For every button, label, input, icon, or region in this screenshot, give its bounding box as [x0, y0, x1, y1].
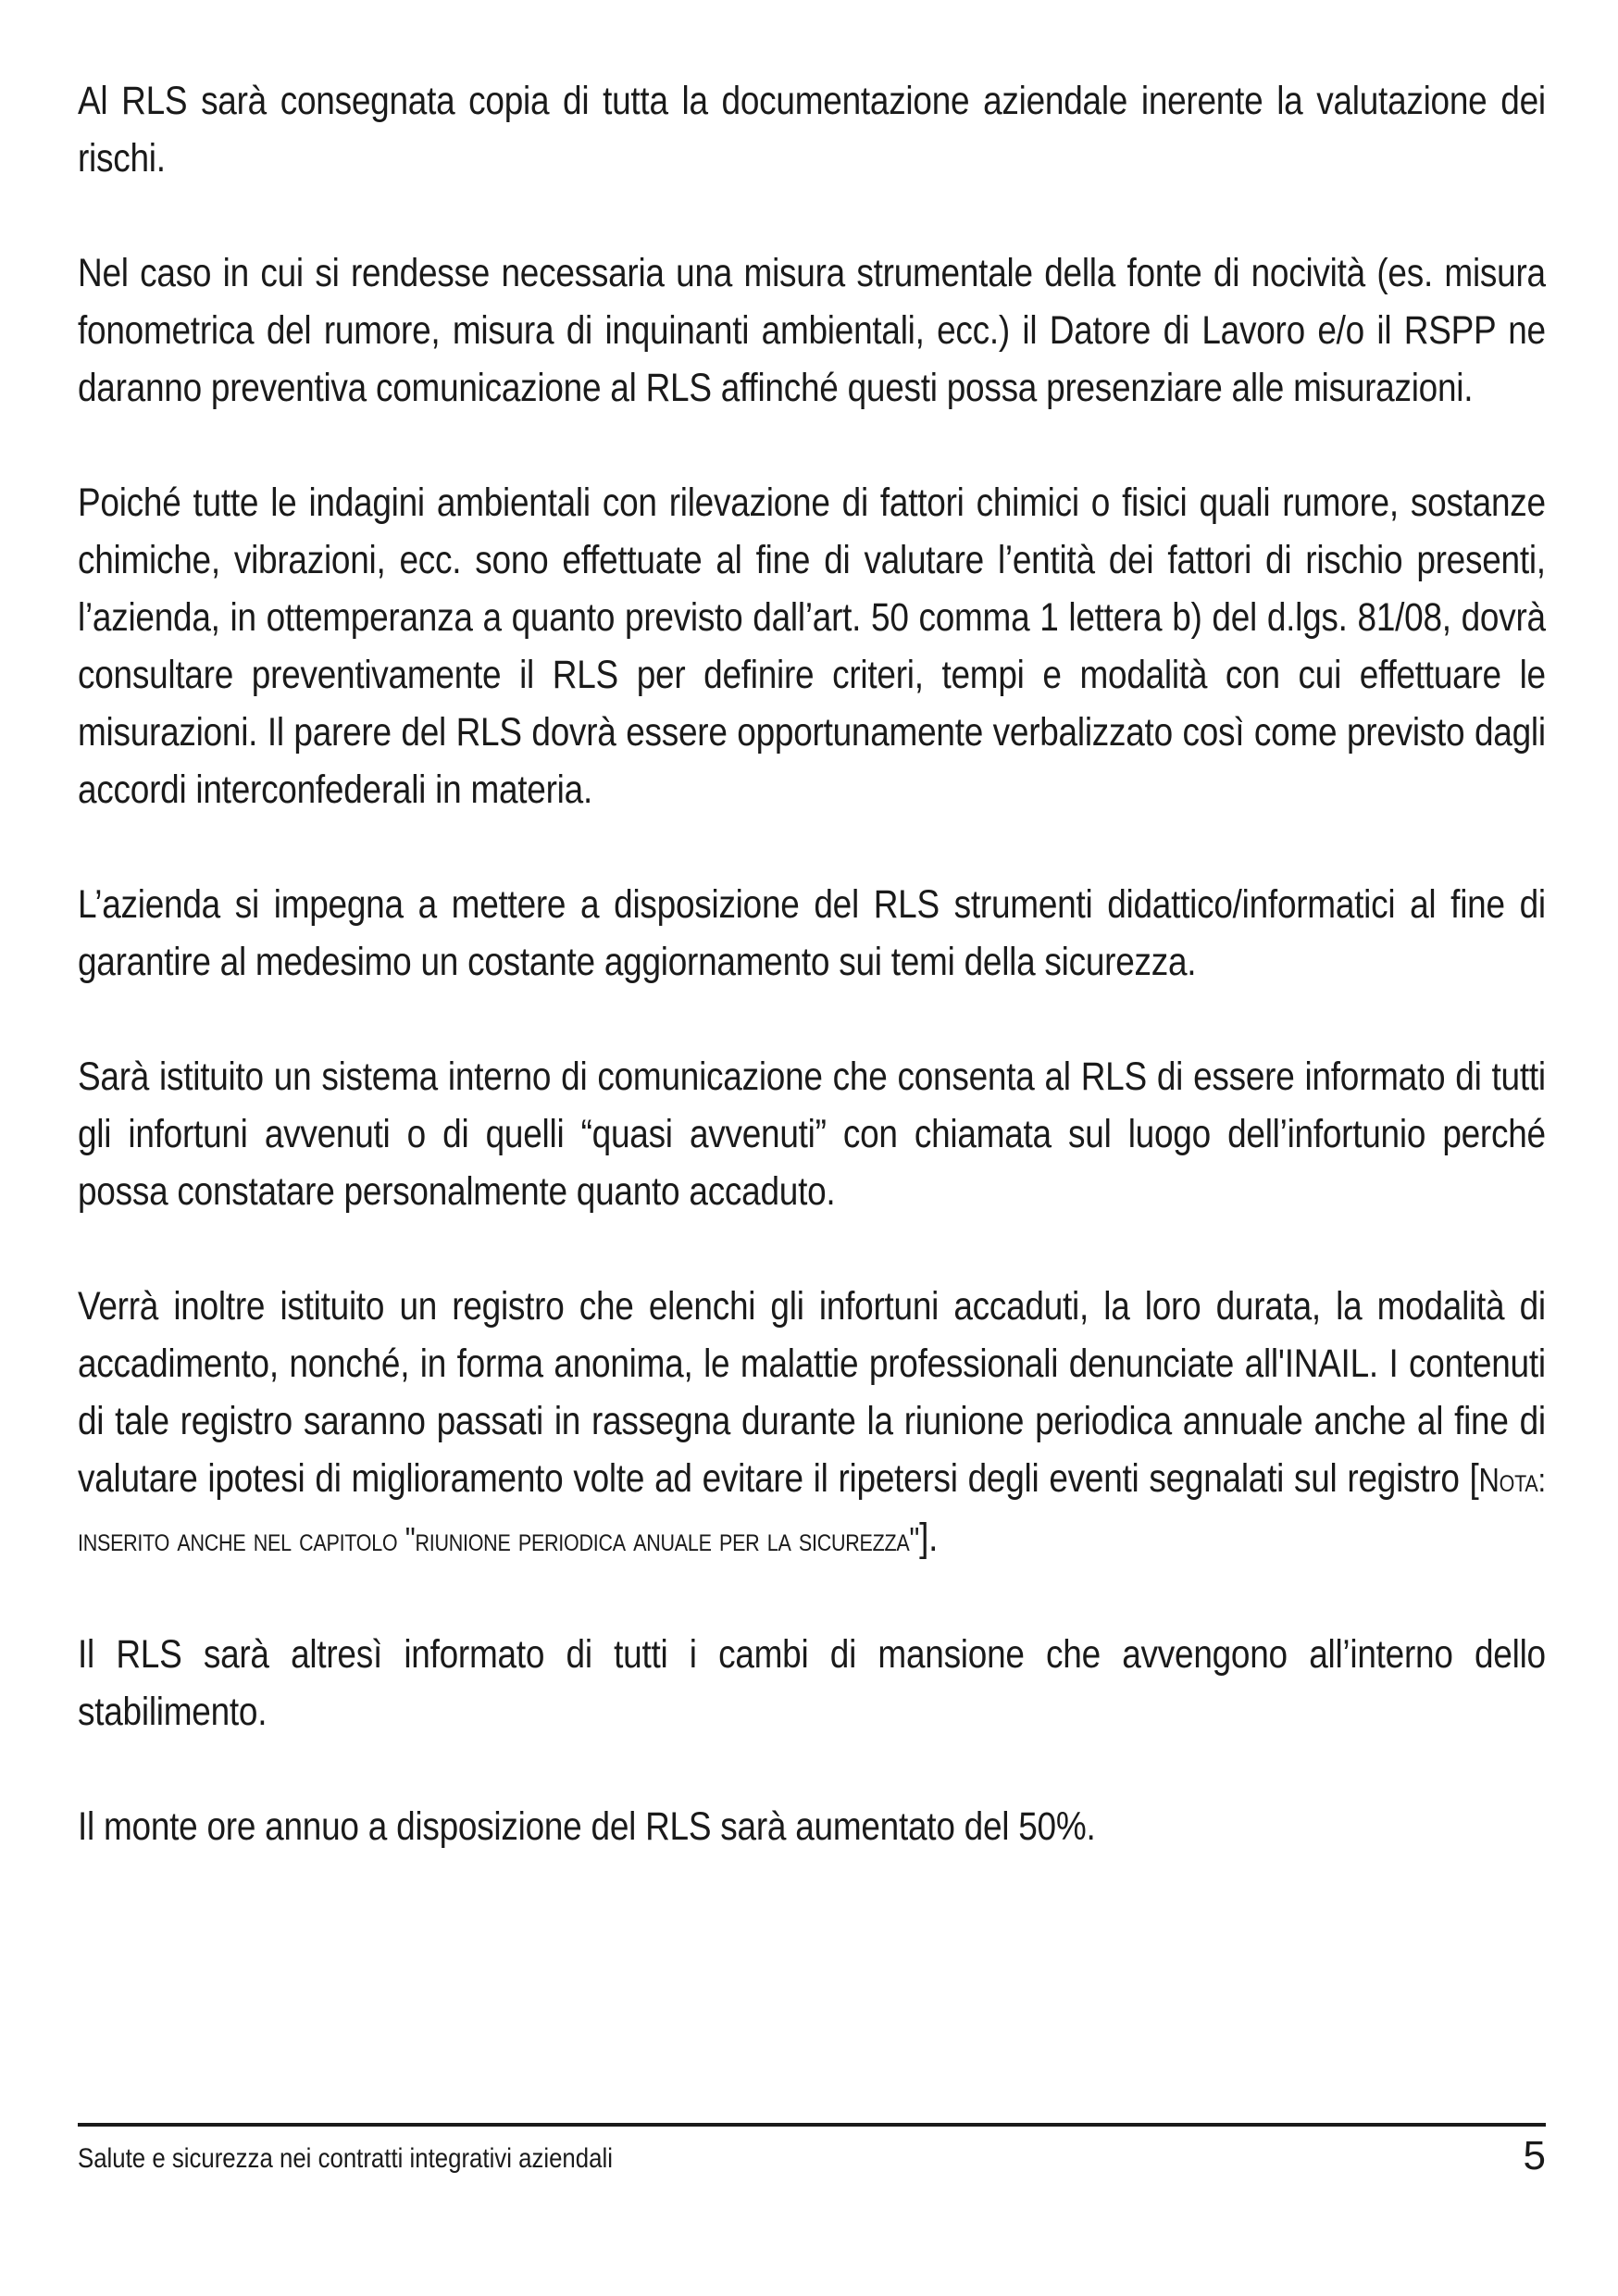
- paragraph-injury-register: [78, 1278, 1546, 1568]
- paragraph-environmental-surveys: Poiché tutte le indagini ambientali con rilevazione di fattori chimici o fisici quali rumore, sostanze chimiche, vibrazioni, ecc. sono effettuate al fine di valutare l’entità dei fattori di rischio presenti, l’azienda, in ottemperanza a quanto previsto dall’art. 50 comma 1 lettera b) del d.lgs. 81/08, dovrà consultare preventivamente il RLS per definire criteri, tempi e modalità con cui effettuare le misurazioni. Il parere del RLS dovrà essere opportunamente verbalizzato così come previsto dagli accordi interconfederali in materia.: [78, 480, 1546, 812]
- body-text: [78, 72, 1546, 1855]
- footer-title: Salute e sicurezza nei contratti integrativi aziendali: [78, 2143, 613, 2174]
- footer-divider: [78, 2123, 1546, 2127]
- paragraph-injury-communication: Sarà istituito un sistema interno di comunicazione che consenta al RLS di essere informato di tutti gli infortuni avvenuti o di quelli “quasi avvenuti” con chiamata sul luogo dell’infortunio perché possa constatare personalmente quanto accaduto.: [78, 1054, 1546, 1214]
- paragraph-hours-increase: Il monte ore annuo a disposizione del RLS sarà aumentato del 50%.: [78, 1804, 1096, 1849]
- paragraph-training-tools: L’azienda si impegna a mettere a disposizione del RLS strumenti didattico/informatici al fine di garantire al medesimo un costante aggiornamento sui temi della sicurezza.: [78, 882, 1546, 984]
- paragraph-job-changes: Il RLS sarà altresì informato di tutti i cambi di mansione che avvengono all’interno dello stabilimento.: [78, 1632, 1546, 1734]
- injury-register-text: Verrà inoltre istituito un registro che elenchi gli infortuni accaduti, la loro durata, la modalità di accadimento, nonché, in forma anonima, le malattie professionali denunciate all'INAIL. I contenuti di tale registro saranno passati in rassegna durante la riunione periodica annuale anche al fine di valutare ipotesi di miglioramento volte ad evitare il ripetersi degli eventi segnalati sul registro [: [78, 1284, 1546, 1501]
- editorial-note: Nota: inserito anche nel capitolo "riunione periodica anuale per la sicurezza": [78, 1461, 1546, 1558]
- paragraph-documentation: Al RLS sarà consegnata copia di tutta la documentazione aziendale inerente la valutazione dei rischi.: [78, 79, 1546, 181]
- paragraph-instrumental-measurement: Nel caso in cui si rendesse necessaria una misura strumentale della fonte di nocività (es. misura fonometrica del rumore, misura di inquinanti ambientali, ecc.) il Datore di Lavoro e/o il RSPP ne daranno preventiva comunicazione al RLS affinché questi possa presenziare alle misurazioni.: [78, 251, 1546, 410]
- injury-register-closing: ].: [919, 1516, 939, 1560]
- page-number: 5: [1523, 2133, 1546, 2178]
